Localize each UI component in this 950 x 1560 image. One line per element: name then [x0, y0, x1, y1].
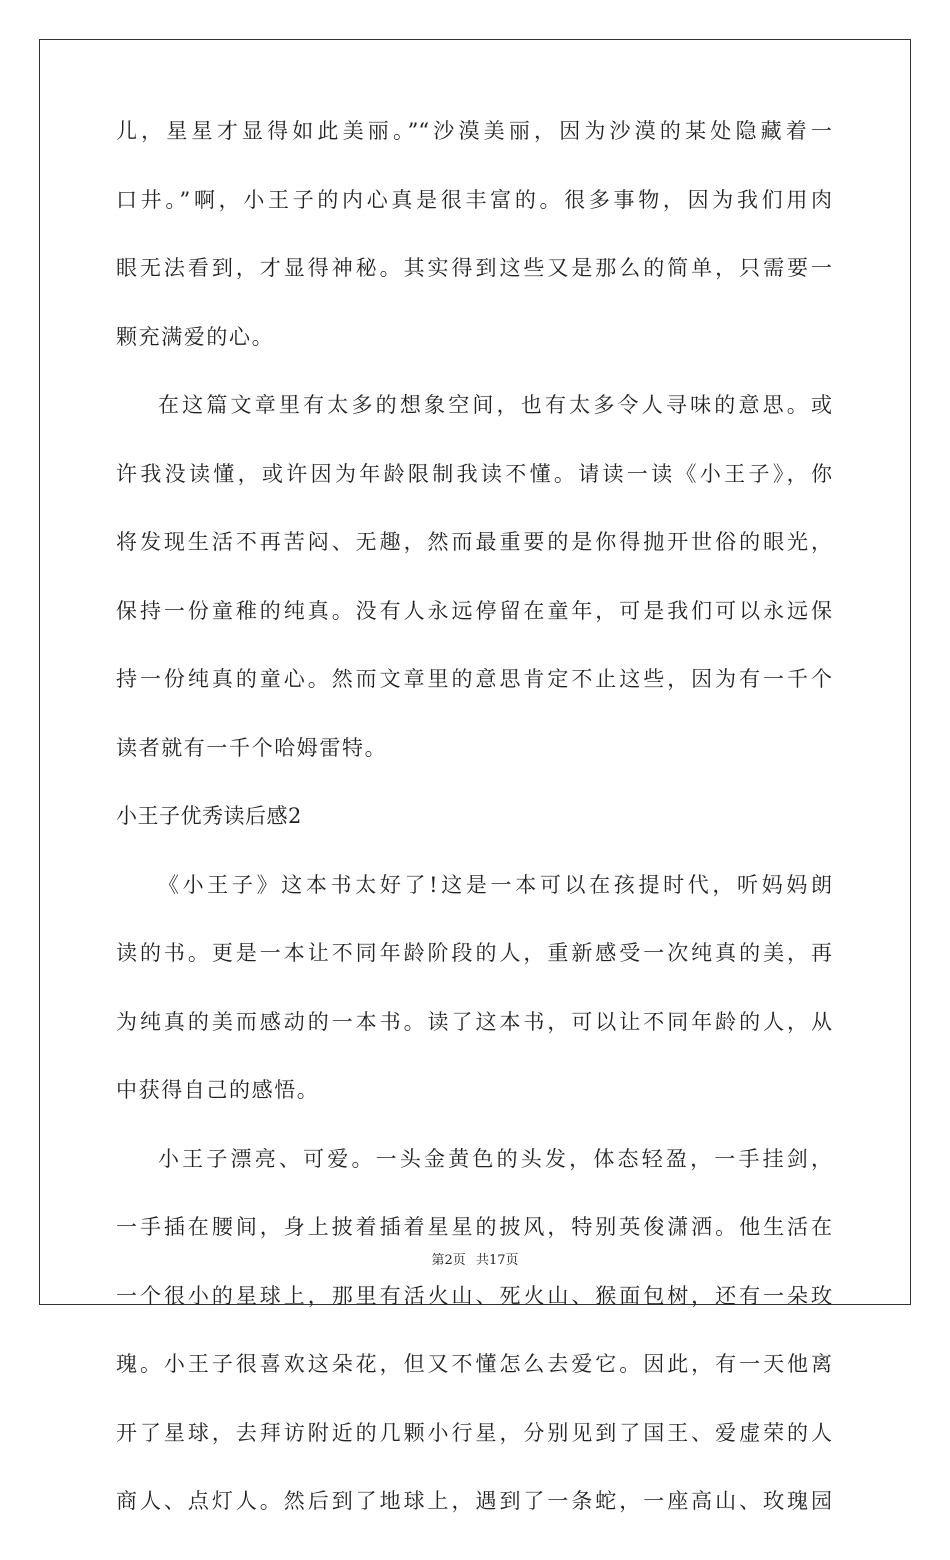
paragraph-line: 持一份纯真的童心。然而文章里的意思肯定不止这些，因为有一千个 — [116, 667, 832, 691]
paragraph-line: 保持一份童稚的纯真。没有人永远停留在童年，可是我们可以永远保 — [116, 598, 832, 623]
paragraph-line: 口井。”啊，小王子的内心真是很丰富的。很多事物，因为我们用肉 — [116, 187, 832, 212]
paragraph-line: 一手插在腰间，身上披着插着星星的披风，特别英俊潇洒。他生活在 — [116, 1215, 832, 1239]
paragraph-line: 在这篇文章里有太多的想象空间，也有太多令人寻味的意思。或 — [158, 393, 832, 417]
paragraph-line: 将发现生活不再苦闷、无趣，然而最重要的是你得抛开世俗的眼光， — [116, 530, 832, 554]
paragraph-line: 儿，星星才显得如此美丽。”“沙漠美丽，因为沙漠的某处隐藏着一 — [116, 119, 832, 143]
paragraph-line: 眼无法看到，才显得神秘。其实得到这些又是那么的简单，只需要一 — [116, 256, 832, 280]
section-heading: 小王子优秀读后感2 — [116, 804, 302, 828]
page-footer — [0, 1249, 950, 1268]
paragraph-line: 开了星球，去拜访附近的几颗小行星，分别见到了国王、爱虚荣的人 — [116, 1420, 832, 1445]
paragraph-line: 商人、点灯人。然后到了地球上，遇到了一条蛇，一座高山、玫瑰园 — [116, 1489, 832, 1513]
paragraph-line: 颗充满爱的心。 — [116, 324, 275, 349]
paragraph-line: 《小王子》这本书太好了!这是一本可以在孩提时代，听妈妈朗 — [158, 872, 832, 897]
paragraph-line: 读者就有一千个哈姆雷特。 — [116, 735, 388, 760]
paragraph-line: 许我没读懂，或许因为年龄限制我读不懂。请读一读《小王子》，你 — [116, 461, 832, 486]
page-total: 共17页 — [475, 1253, 519, 1268]
paragraph-line: 为纯真的美而感动的一本书。读了这本书，可以让不同年龄的人，从 — [116, 1009, 832, 1034]
paragraph-line: 一个很小的星球上，那里有活火山、死火山、猴面包树，还有一朵玫 — [116, 1283, 832, 1308]
paragraph-line: 瑰。小王子很喜欢这朵花，但又不懂怎么去爱它。因此，有一天他离 — [116, 1352, 832, 1376]
paragraph-line: 小王子漂亮、可爱。一头金黄色的头发，体态轻盈，一手挂剑， — [158, 1146, 832, 1171]
paragraph-line: 中获得自己的感悟。 — [116, 1078, 320, 1102]
paragraph-line: 读的书。更是一本让不同年龄阶段的人，重新感受一次纯真的美，再 — [116, 941, 832, 965]
page-number: 第2页 — [431, 1253, 466, 1268]
